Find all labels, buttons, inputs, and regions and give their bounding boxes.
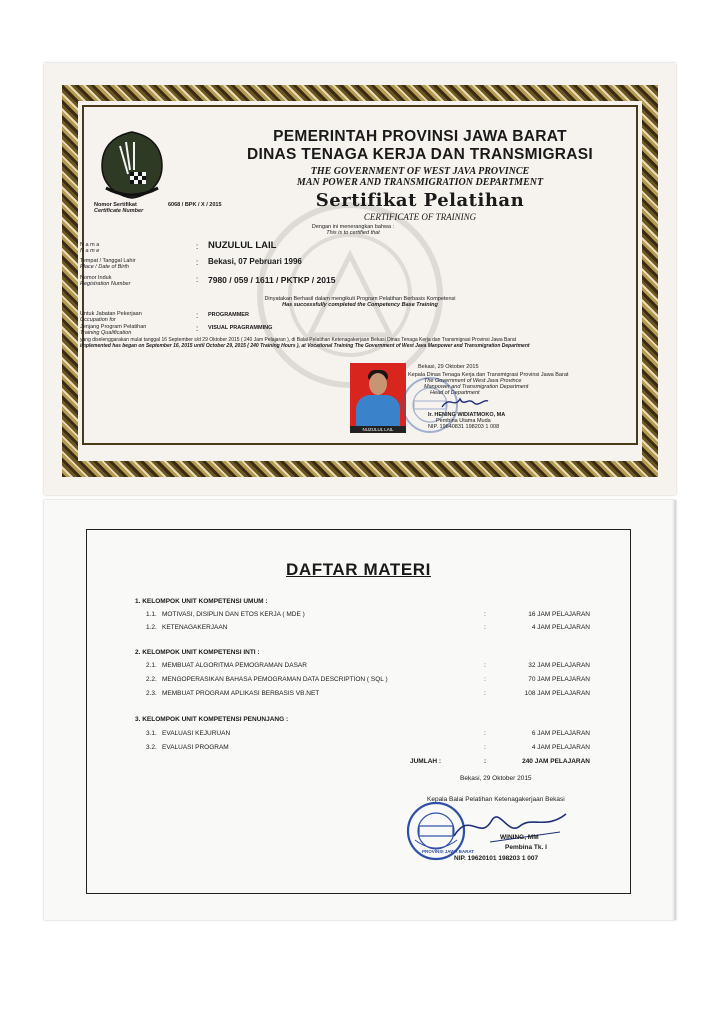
program-label-en: Training Qualification <box>80 330 132 336</box>
item-3-1-number: 3.1. <box>146 730 157 737</box>
header-department-en: MAN POWER AND TRANSMIGRATION DEPARTMENT <box>296 177 544 188</box>
materi-title: DAFTAR MATERI <box>285 560 432 579</box>
item-3-1-hours: 6 JAM PELAJARAN <box>531 730 590 737</box>
cert-signer-rank: Pembina Utama Muda <box>436 418 491 424</box>
total-hours: 240 JAM PELAJARAN <box>522 758 590 765</box>
item-1-2-hours: 4 JAM PELAJARAN <box>531 624 590 631</box>
materi-signer-rank: Pembina Tk. I <box>505 844 547 851</box>
item-2-2-name: MENGOPERASIKAN BAHASA PEMOGRAMAN DATA DESCRIPTION ( SQL ) <box>162 676 388 683</box>
item-2-3-name: MEMBUAT PROGRAM APLIKASI BERBASIS VB.NET <box>162 690 320 697</box>
photo-caption: NUZULUL LAIL <box>350 426 406 433</box>
item-1-1-hours: 16 JAM PELAJARAN <box>528 611 590 618</box>
item-3-2-hours: 4 JAM PELAJARAN <box>531 744 590 751</box>
item-2-2-number: 2.2. <box>146 676 157 683</box>
declared-text-en: Has successfully completed the Competency Base Training <box>282 302 438 308</box>
section-3-title: 3. KELOMPOK UNIT KOMPETENSI PENUNJANG : <box>135 716 289 723</box>
item-2-1-colon: : <box>484 662 486 669</box>
materi-sign-title: Kepala Balai Pelatihan Ketenagakerjaan Bekasi <box>427 796 565 803</box>
west-java-crest-icon <box>100 130 164 200</box>
cert-number-value: 6068 / BPK / X / 2015 <box>168 202 222 208</box>
cert-place-date: Bekasi, 29 Oktober 2015 <box>418 364 479 370</box>
cert-sign-title-4: Head of Department <box>430 390 480 396</box>
item-3-2-name: EVALUASI PROGRAM <box>162 744 229 751</box>
item-2-2-hours: 70 JAM PELAJARAN <box>528 676 590 683</box>
item-2-1-hours: 32 JAM PELAJARAN <box>528 662 590 669</box>
section-2-title: 2. KELOMPOK UNIT KOMPETENSI INTI : <box>135 649 260 656</box>
stamp-text: PROVINSI JAWA BARAT <box>422 849 475 854</box>
item-1-1-name: MOTIVASI, DISIPLIN DAN ETOS KERJA ( MDE ) <box>162 611 305 618</box>
birth-label-en: Place / Date of Birth <box>80 264 129 270</box>
item-2-1-number: 2.1. <box>146 662 157 669</box>
item-1-2-name: KETENAGAKERJAAN <box>162 624 228 631</box>
birth-label: Tempat / Tanggal Lahir <box>80 258 136 264</box>
training-held-text-en: implemented has began on September 16, 2015 until October 29, 2015 ( 240 Training Hours ), at Vocational Training The Government of West Java Manpower and Transmigration Department <box>80 343 530 349</box>
program-label: Jenjang Program Pelatihan <box>80 324 147 330</box>
holder-name: NUZULUL LAIL <box>208 240 277 251</box>
item-1-1-number: 1.1. <box>146 611 157 618</box>
occupation-colon: : <box>196 311 199 320</box>
item-3-2-number: 3.2. <box>146 744 157 751</box>
registration-value: 7980 / 059 / 1611 / PKTKP / 2015 <box>208 275 336 285</box>
occupation-value: PROGRAMMER <box>208 312 249 318</box>
item-2-3-colon: : <box>484 690 486 697</box>
photo-shirt <box>356 395 400 429</box>
training-held-text: yang diselenggarakan mulai tanggal 16 September s/d 29 Oktober 2015 ( 240 Jam Pelajaran ), di Balai Pelatihan Ketenagakerjaan Bekasi Dinas Tenaga Kerja dan Transmigrasi Provinsi Jawa Barat <box>80 337 516 343</box>
item-3-1-colon: : <box>484 730 486 737</box>
item-2-3-number: 2.3. <box>146 690 157 697</box>
certifies-text: Dengan ini menerangkan bahwa : <box>311 224 395 230</box>
item-3-2-colon: : <box>484 744 486 751</box>
total-label: JUMLAH : <box>410 758 442 765</box>
cert-sign-title-2: The Government of West Java Province <box>424 378 522 384</box>
item-3-1-name: EVALUASI KEJURUAN <box>162 730 231 737</box>
header-department: DINAS TENAGA KERJA DAN TRANSMIGRASI <box>246 146 594 163</box>
certifies-text-en: This is to certified that <box>326 230 380 236</box>
occupation-label-en: Occupation for <box>80 317 116 323</box>
materi-signer-nip: NIP. 19620101 198203 1 007 <box>454 855 539 862</box>
cert-signer-nip: NIP. 19640831 198203 1 008 <box>428 424 500 430</box>
name-label: N a m a <box>80 242 100 248</box>
name-colon: : <box>196 242 199 251</box>
registration-label-en: Registration Number <box>80 281 131 287</box>
certificate-title: Sertifikat Pelatihan <box>315 190 525 211</box>
occupation-label: Untuk Jabatan Pekerjaan <box>80 311 142 317</box>
declared-text: Dinyatakan Berhasil dalam mengikuti Program Pelatihan Berbasis Kompetensi <box>264 296 456 302</box>
holder-photo <box>350 363 406 433</box>
total-colon: : <box>484 758 487 765</box>
header-province: PEMERINTAH PROVINSI JAWA BARAT <box>273 128 567 145</box>
item-1-1-colon: : <box>484 611 486 618</box>
program-value: VISUAL PRAGRAMMING <box>208 325 273 331</box>
cert-signature-icon <box>440 393 490 411</box>
item-2-3-hours: 108 JAM PELAJARAN <box>524 690 590 697</box>
name-label-en: N a m e <box>80 248 100 254</box>
materi-signer-name: WINING, MM <box>500 834 539 841</box>
cert-number-label: Nomor Sertifikat <box>94 202 137 208</box>
cert-sign-title: Kepala Dinas Tenaga Kerja dan Transmigrasi Provinsi Jawa Barat <box>408 372 569 378</box>
header-province-en: THE GOVERNMENT OF WEST JAVA PROVINCE <box>310 166 530 177</box>
registration-colon: : <box>196 275 199 284</box>
program-colon: : <box>196 324 199 333</box>
section-1-title: 1. KELOMPOK UNIT KOMPETENSI UMUM : <box>135 598 268 605</box>
item-1-2-number: 1.2. <box>146 624 157 631</box>
birth-colon: : <box>196 258 199 267</box>
scan-edge-shadow <box>672 500 676 920</box>
cert-sign-title-3: Manpower and Transmigration Department <box>424 384 529 390</box>
item-2-2-colon: : <box>484 676 486 683</box>
birth-value: Bekasi, 07 Pebruari 1996 <box>208 257 302 266</box>
registration-label: Nomor Induk <box>80 275 112 281</box>
certificate-subtitle: CERTIFICATE OF TRAINING <box>363 212 477 222</box>
item-1-2-colon: : <box>484 624 486 631</box>
cert-number-label-en: Certificate Number <box>94 208 144 214</box>
materi-place-date: Bekasi, 29 Oktober 2015 <box>460 775 532 782</box>
item-2-1-name: MEMBUAT ALGORITMA PEMOGRAMAN DASAR <box>162 662 307 669</box>
photo-face <box>369 373 387 395</box>
cert-signer-name: Ir. HENING WIDIATMOKO, MA <box>428 412 506 418</box>
